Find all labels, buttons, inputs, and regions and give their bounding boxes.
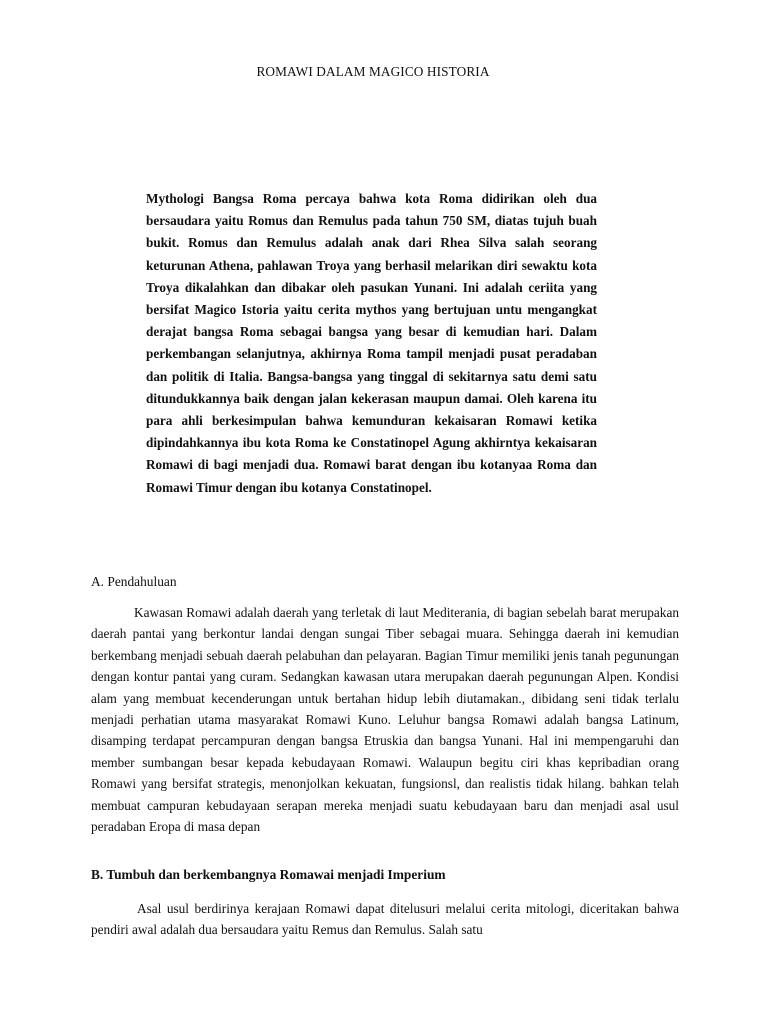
section-paragraph-pendahuluan: Kawasan Romawi adalah daerah yang terletak di laut Mediterania, di bagian sebelah barat merupakan daerah pantai yang berkontur landai dengan sungai Tiber sebagai muara. Sehingga daerah ini kemudian berkembang menjadi sebuah daerah pelabuhan dan pelayaran. Bagian Timur memiliki jenis tanah pegunungan dengan kontur pantai yang curam. Sedangkan kawasan utara merupakan daerah pegunungan Alpen. Kondisi alam yang membuat kecenderungan untuk bertahan hidup lebih diutamakan., dibidang seni tidak terlalu menjadi perhatian utama masyarakat Romawi Kuno. Leluhur bangsa Romawi adalah bangsa Latinum, disamping terdapat percampuran dengan bangsa Etruskia dan bangsa Yunani. Hal ini mempengaruhi dan member sumbangan besar kepada kebudayaan Romawi. Walaupun begitu ciri khas kepribadian orang Romawi yang bersifat strategis, menonjolkan kekuatan, fungsionsl, dan realistis tidak hilang. bahkan telah membuat campuran kebudayaan serapan mereka menjadi suatu kebudayaan baru dan menjadi asal usul peradaban Eropa di masa depan (91, 605, 679, 835)
section-paragraph-imperium: Asal usul berdirinya kerajaan Romawi dapat ditelusuri melalui cerita mitologi, diceritakan bahwa pendiri awal adalah dua bersaudara yaitu Remus dan Remulus. Salah satu (91, 901, 679, 938)
document-title: ROMAWI DALAM MAGICO HISTORIA (256, 64, 490, 79)
abstract-paragraph: Mythologi Bangsa Roma percaya bahwa kota Roma didirikan oleh dua bersaudara yaitu Romus dan Remulus pada tahun 750 SM, diatas tujuh buah bukit. Romus dan Remulus adalah anak dari Rhea Silva salah seorang keturunan Athena, pahlawan Troya yang berhasil melarikan diri sewaktu kota Troya dikalahkan dan dibakar oleh pasukan Yunani. Ini adalah ceriita yang bersifat Magico Istoria yaitu cerita mythos yang bertujuan untu mengangkat derajat bangsa Roma sebagai bangsa yang besar di kemudian hari. Dalam perkembangan selanjutnya, akhirnya Roma tampil menjadi pusat peradaban dan politik di Italia. Bangsa-bangsa yang tinggal di sekitarnya satu demi satu ditundukkannya baik dengan jalan kekerasan maupun damai. Oleh karena itu para ahli berkesimpulan bahwa kemunduran kekaisaran Romawi ketika dipindahkannya ibu kota Roma ke Constatinopel Agung akhirntya kekaisaran Romawi di bagi menjadi dua. Romawi barat dengan ibu kotanyaa Roma dan Romawi Timur dengan ibu kotanya Constatinopel. (146, 191, 597, 495)
section-heading-pendahuluan: A. Pendahuluan (91, 574, 177, 589)
section-heading-imperium: B. Tumbuh dan berkembangnya Romawai menjadi Imperium (91, 867, 446, 882)
